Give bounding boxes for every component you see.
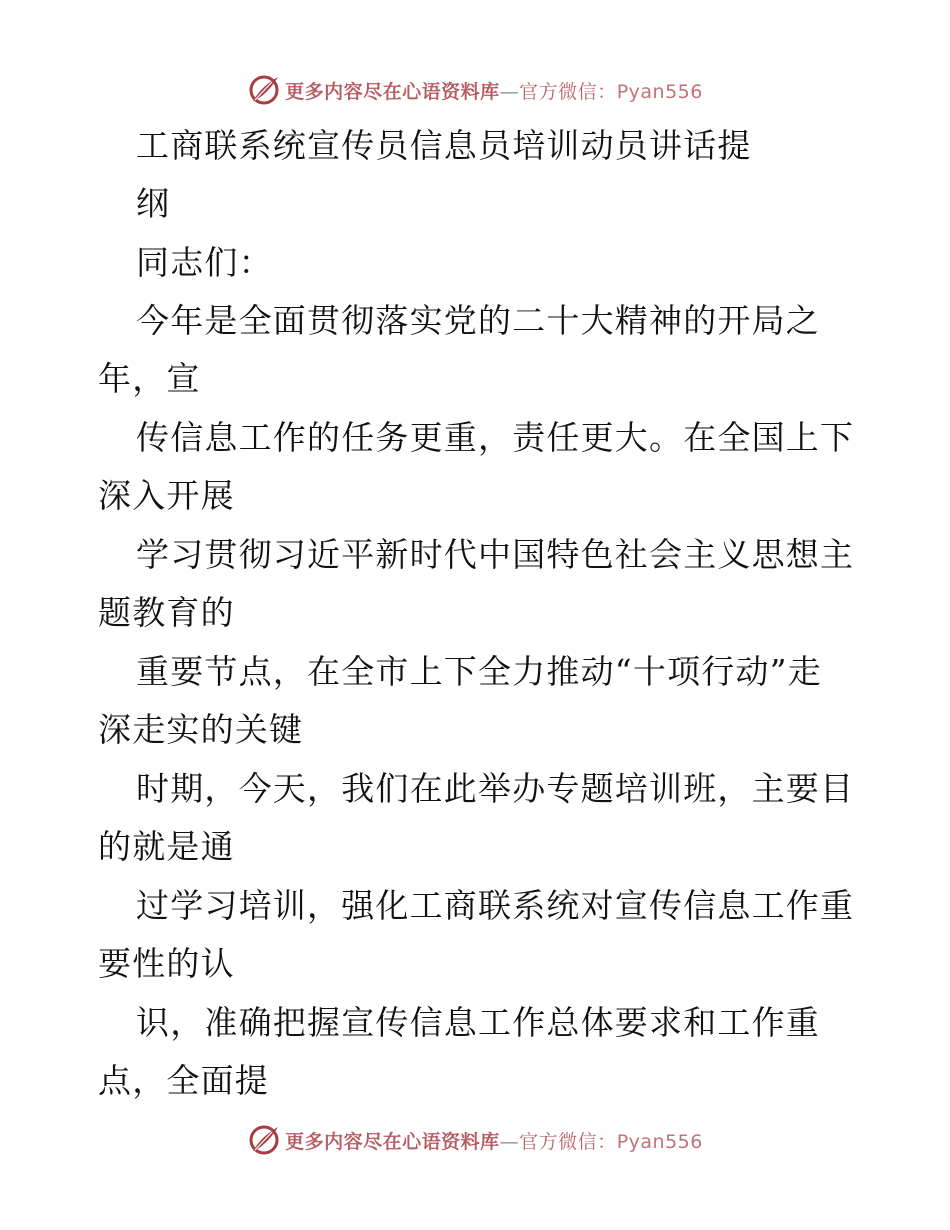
- footer-banner: [0, 1120, 950, 1160]
- paragraph-line: 时期，今天，我们在此举办专题培训班，主要目: [136, 769, 855, 808]
- paragraph-line: 年，宣: [98, 359, 201, 398]
- banner-text: [285, 77, 703, 104]
- paragraph-line: 点，全面提: [98, 1061, 269, 1100]
- banner-handle: Pyan556: [616, 1130, 703, 1153]
- salutation: 同志们：: [136, 243, 273, 282]
- paragraph-line: 的就是通: [98, 827, 235, 866]
- banner-text: [285, 1127, 703, 1154]
- paragraph-line: 深入开展: [98, 476, 235, 515]
- document-title-line-2: 纲: [136, 184, 171, 223]
- banner-dash: —: [499, 80, 520, 103]
- feather-quill-circle-icon: [247, 73, 281, 107]
- banner-handle: Pyan556: [616, 80, 703, 103]
- paragraph-line: 学习贯彻习近平新时代中国特色社会主义思想主: [136, 535, 855, 574]
- paragraph-line: 过学习培训，强化工商联系统对宣传信息工作重: [136, 886, 855, 925]
- header-banner: [0, 70, 950, 110]
- paragraph-line: 识，准确把握宣传信息工作总体要求和工作重: [136, 1003, 820, 1042]
- feather-quill-circle-icon: [247, 1123, 281, 1157]
- banner-main-text: 更多内容尽在心语资料库: [285, 1130, 500, 1153]
- banner-sub-text: 官方微信：: [519, 1130, 617, 1153]
- paragraph-line: 传信息工作的任务更重，责任更大。在全国上下: [136, 418, 855, 457]
- paragraph-line: 要性的认: [98, 944, 235, 983]
- banner-main-text: 更多内容尽在心语资料库: [285, 80, 500, 103]
- paragraph-line: 今年是全面贯彻落实党的二十大精神的开局之: [136, 301, 820, 340]
- paragraph-line: 重要节点，在全市上下全力推动“十项行动”走: [136, 652, 822, 691]
- paragraph-line: 题教育的: [98, 593, 235, 632]
- document-title-line-1: 工商联系统宣传员信息员培训动员讲话提: [136, 126, 752, 165]
- banner-dash: —: [499, 1130, 520, 1153]
- banner-sub-text: 官方微信：: [519, 80, 617, 103]
- paragraph-line: 深走实的关键: [98, 710, 304, 749]
